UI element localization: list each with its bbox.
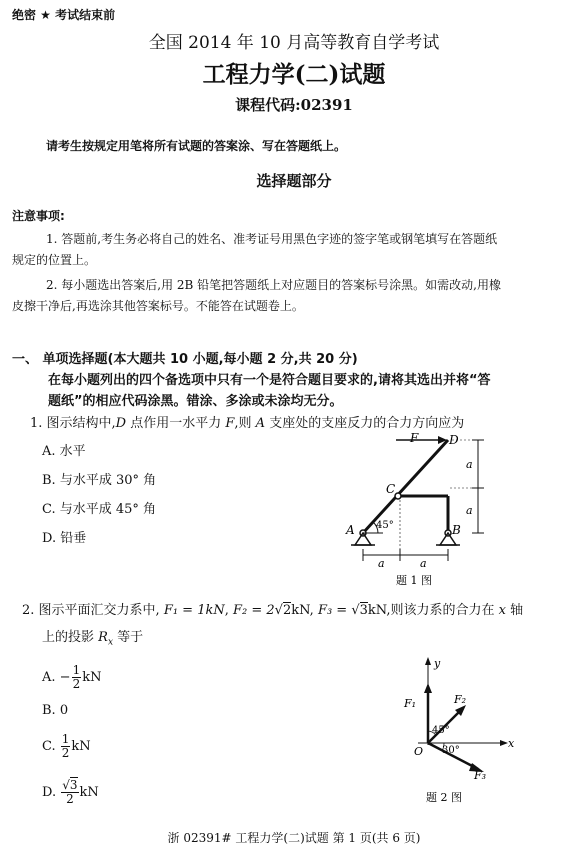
q2-stem-line2 <box>42 626 143 648</box>
q2-option-c-fraction <box>61 733 71 760</box>
q2-stem-a: 2. 图示平面汇交力系中, <box>22 603 160 618</box>
q2-f3-radicand: 3 <box>359 603 368 618</box>
q2-label-f1: F₁ <box>404 697 417 710</box>
q2-stem-line2-b: 等于 <box>113 630 144 645</box>
q2-label-x: x <box>508 737 515 750</box>
q1-label-a-v1: a <box>466 458 473 471</box>
q2-option-c-den: 2 <box>61 746 70 760</box>
q1-caption: 题 1 图 <box>396 574 432 587</box>
q2-label-f3: F₃ <box>474 769 487 782</box>
q1-label-c: C <box>386 482 396 496</box>
subject-title: 工程力学(二)试题 <box>202 61 386 88</box>
q2-option-c-num: 1 <box>61 732 70 746</box>
q2-f3-pre: F₃ = <box>317 603 352 618</box>
q1-label-a-h1: a <box>378 557 385 570</box>
q2-option-c-unit: kN <box>71 739 91 754</box>
q1-figure <box>338 430 498 590</box>
instruction-main: 请考生按规定用笔将所有试题的答案涂、写在答题纸上。 <box>46 139 347 153</box>
q1-stem-d: 支座处的支座反力的合力方向应为 <box>265 416 465 431</box>
q2-label-o: O <box>414 745 424 758</box>
q1-label-a-h2: a <box>420 557 427 570</box>
q2-caption: 题 2 图 <box>426 791 462 804</box>
q2-label-45: 45° <box>432 725 450 736</box>
q2-option-a-num: 1 <box>72 663 81 677</box>
q2-option-d-unit: kN <box>79 785 99 800</box>
q1-label-b: B <box>452 523 461 537</box>
notes-item1-line1: 1. 答题前,考生务必将自己的姓名、准考证号用黑色字迹的签字笔或钢笔填写在答题纸 <box>46 232 498 246</box>
q1-label-a-v2: a <box>466 504 473 517</box>
q1-stem-F: F <box>225 416 235 431</box>
q2-stem-line2-a: 上的投影 <box>42 630 99 645</box>
q2-option-d-radicand: 3 <box>69 778 78 792</box>
q1-stem-D: D <box>115 416 127 431</box>
q2-stem-line1: 2. 图示平面汇交力系中, F₁ = 1kN, F₂ = 2√2kN, F₃ = √3kN,则该力系的合力在 x 轴 <box>22 603 524 618</box>
q2-y-arrowhead <box>425 657 431 665</box>
q2-option-a-fraction <box>72 664 82 691</box>
notes-item2-line1: 2. 每小题选出答案后,用 2B 铅笔把答题纸上对应题目的答案标号涂黑。如需改动,用橡 <box>46 278 501 292</box>
q2-option-b: B. 0 <box>42 703 69 718</box>
q2-option-a <box>42 664 101 691</box>
q2-stem-x: x <box>498 603 506 618</box>
q2-stem-b: ,则该力系的合力在 <box>386 603 499 618</box>
q1-stem-b: 点作用一水平力 <box>126 416 226 431</box>
q2-option-d-fraction <box>61 779 78 806</box>
q2-f2-pre: F₂ = 2 <box>233 603 275 618</box>
q2-figure <box>392 655 522 805</box>
q1-option-b: B. 与水平成 30° 角 <box>42 473 157 488</box>
q1-option-c: C. 与水平成 45° 角 <box>42 502 157 517</box>
q2-option-d <box>42 779 99 806</box>
q2-x-arrowhead <box>500 740 508 746</box>
q1-label-angle: 45° <box>376 520 394 531</box>
q2-option-d-den: 2 <box>66 792 74 806</box>
q2-f3-sqrt-sign: √ <box>351 603 360 618</box>
section-title: 选择题部分 <box>256 172 332 190</box>
q2-option-a-unit: kN <box>82 670 102 685</box>
q1-option-d: D. 铅垂 <box>42 531 87 546</box>
q2-f2-unit: kN <box>291 603 310 618</box>
secret-label: 绝密 ★ 考试结束前 <box>12 8 116 22</box>
q2-option-a-label: A. <box>42 670 56 685</box>
q2-option-a-den: 2 <box>72 677 81 691</box>
notes-heading: 注意事项: <box>12 209 65 223</box>
q2-label-y: y <box>434 657 441 670</box>
q2-f2-radicand: 2 <box>282 603 292 618</box>
notes-item2-line2: 皮擦干净后,再选涂其他答案标号。不能答在试题卷上。 <box>12 299 304 313</box>
course-code: 课程代码:02391 <box>235 96 353 114</box>
part1-desc-line1: 在每小题列出的四个备选项中只有一个是符合题目要求的,请将其选出并将“答 <box>48 373 491 388</box>
q1-label-f: F <box>410 431 419 445</box>
q2-force-f1-arrowhead <box>424 683 432 693</box>
notes-item1-line2: 规定的位置上。 <box>12 253 97 267</box>
q2-stem-Rsub: x <box>107 637 114 648</box>
q1-stem <box>30 412 464 431</box>
q1-option-a: A. 水平 <box>42 444 86 459</box>
hinge-c <box>395 493 401 499</box>
q1-label-d: D <box>449 433 459 447</box>
q2-option-c <box>42 733 91 760</box>
q2-stem-c: 轴 <box>505 603 524 618</box>
q1-stem-c: ,则 <box>234 416 256 431</box>
exam-title: 全国 2014 年 10 月高等教育自学考试 <box>148 33 440 53</box>
q2-label-30: 30° <box>442 745 460 756</box>
q2-option-c-label: C. <box>42 739 56 754</box>
q2-label-f2: F₂ <box>454 693 467 706</box>
part1-heading: 一、 单项选择题(本大题共 10 小题,每小题 2 分,共 20 分) <box>12 352 358 367</box>
q2-option-d-num: √3 <box>62 778 78 792</box>
q2-f1: F₁ = 1kN <box>163 603 225 618</box>
part1-desc-line2: 题纸”的相应代码涂黑。错涂、多涂或未涂均无分。 <box>48 394 343 409</box>
page-footer: 浙 02391# 工程力学(二)试题 第 1 页(共 6 页) <box>167 831 421 845</box>
q1-stem-a: 1. 图示结构中, <box>30 416 116 431</box>
q2-f2-sqrt-sign: √ <box>274 603 283 618</box>
q2-option-d-label: D. <box>42 785 57 800</box>
q2-f3-unit: kN <box>367 603 387 618</box>
q1-label-a: A <box>346 523 355 537</box>
q2-stem-R: R <box>98 630 108 645</box>
q2-option-a-sign: − <box>59 670 71 685</box>
q1-stem-A: A <box>255 416 266 431</box>
